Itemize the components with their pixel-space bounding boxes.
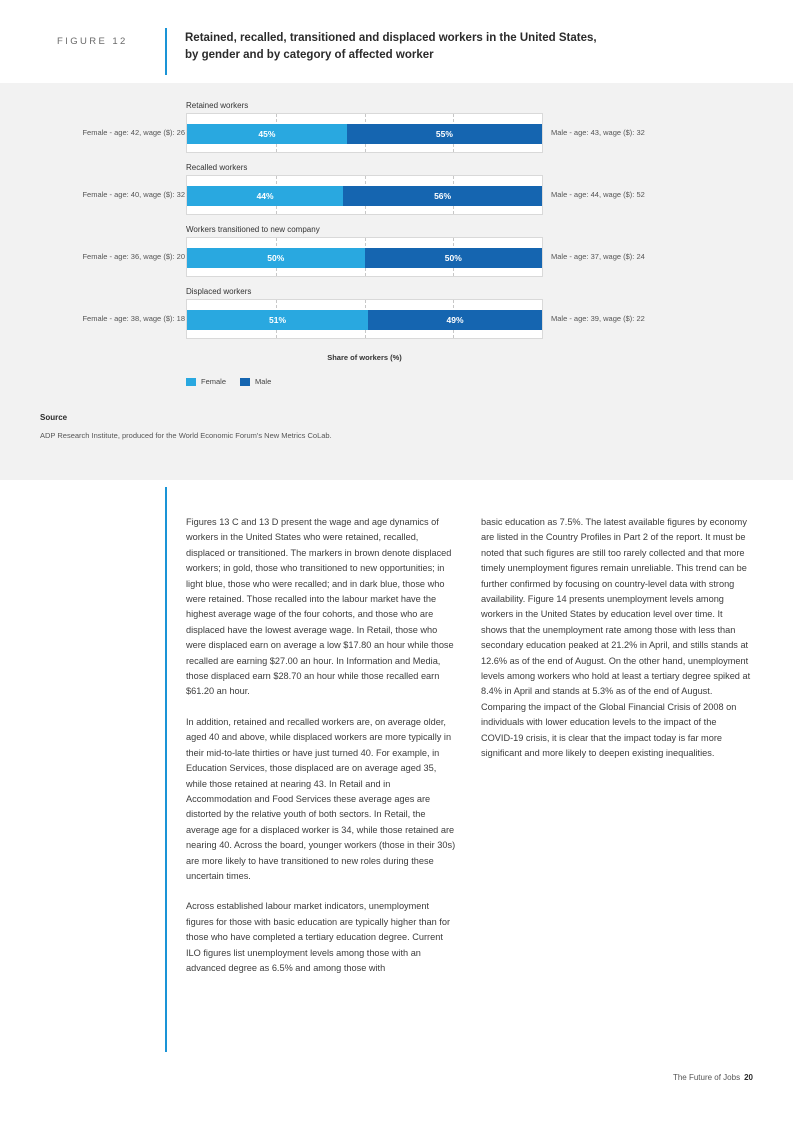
group-right-annotation: Male - age: 43, wage ($): 32 <box>551 128 645 137</box>
x-axis-title: Share of workers (%) <box>327 353 402 362</box>
group-left-annotation: Female - age: 38, wage ($): 18 <box>82 314 185 323</box>
bar-segment-female: 45% <box>187 124 347 144</box>
group-left-annotation: Female - age: 40, wage ($): 32 <box>82 190 185 199</box>
figure-accent-rule <box>165 28 167 75</box>
body-column-left <box>186 515 456 991</box>
bar-row <box>187 248 542 268</box>
body-paragraph: Across established labour market indicators, unemployment figures for those with basic education are typically higher than for those who have completed a tertiary education degree. Current ILO figures list unemployment levels among those with an advanced degree as 6.5% and among those with <box>186 901 451 973</box>
bar-row <box>187 310 542 330</box>
figure-title-line2: by gender and by category of affected worker <box>185 49 434 61</box>
source-block <box>40 413 370 443</box>
bar-segment-male: 55% <box>347 124 542 144</box>
legend-swatch-female-icon <box>186 378 196 386</box>
legend-label-female: Female <box>201 377 227 386</box>
legend-item-male <box>240 377 271 386</box>
group-left-annotation: Female - age: 36, wage ($): 20 <box>82 252 185 261</box>
footer-page-number: 20 <box>744 1073 753 1082</box>
legend-item-female <box>186 377 226 386</box>
legend-label-male: Male <box>255 377 272 386</box>
body-paragraph: basic education as 7.5%. The latest available figures by economy are listed in the Country Profiles in Part 2 of the report. It must be noted that such figures are still too rarely collected and that more timely unemployment figures remain unreliable. This trend can be further confirmed by focusing on country-level data with strong availability. Figure 14 presents unemployment levels among workers in the United States by education level over time. It shows that the unemployment rate among those with less than secondary education peaked at 21.2% in April, and stills stands at 12.6% as of the end of August. On the other hand, unemployment levels among workers who hold at least a tertiary degree spiked at 8.4% in April and stands at 5.3% as of the end of August. Comparing the impact of the Global Financial Crisis of 2008 on individuals with lower education levels to the impact of the COVID-19 crisis, it is clear that the impact today is far more significant and more likely to deepen existing inequalities. <box>481 517 751 759</box>
figure-title <box>185 30 705 64</box>
page-footer <box>0 1073 753 1082</box>
legend-swatch-male-icon <box>240 378 250 386</box>
bar-row <box>187 124 542 144</box>
bar-segment-male: 56% <box>343 186 542 206</box>
body-accent-rule <box>165 487 167 1052</box>
figure-title-line1: Retained, recalled, transitioned and displaced workers in the United States, <box>185 32 597 44</box>
body-column-right <box>481 515 751 777</box>
group-right-annotation: Male - age: 44, wage ($): 52 <box>551 190 645 199</box>
bar-segment-male: 50% <box>365 248 543 268</box>
plot-area <box>186 237 543 277</box>
group-title: Workers transitioned to new company <box>186 225 320 234</box>
figure-header <box>0 28 793 83</box>
footer-document-title: The Future of Jobs <box>672 1073 741 1082</box>
body-paragraph: Figures 13 C and 13 D present the wage and age dynamics of workers in the United States who were retained, recalled, displaced or transitioned. The markers in brown denote displaced workers; in gold, those who transitioned to new opportunities; in light blue, those who were recalled; and in dark blue, those who were retained. Those recalled into the labour market have the highest average wage of the four cohorts, and those who are displaced have the lowest average wage. In Retail, those who were displaced earn on average a low $17.80 an hour while those recalled are earning $27.00 an hour. In Information and Media, those displaced earn $28.70 an hour while those recalled earn $61.20 an hour. <box>186 517 454 697</box>
bar-row <box>187 186 542 206</box>
bar-segment-male: 49% <box>368 310 542 330</box>
bar-segment-female: 51% <box>187 310 368 330</box>
bar-segment-female: 50% <box>187 248 365 268</box>
group-right-annotation: Male - age: 39, wage ($): 22 <box>551 314 645 323</box>
bar-segment-female: 44% <box>187 186 343 206</box>
body-paragraph: In addition, retained and recalled workers are, on average older, aged 40 and above, while displaced workers are more typically in their mid-to-late thirties or have just turned 40. For example, in Education Services, those displaced are on average aged 35, while those retained at nearing 43. In Retail and in Accommodation and Food Services these average ages are distorted by the relative youth of both sectors. In Retail, the average age for a displaced worker is 34, while those retained are nearing 40. Across the board, younger workers (those in their 30s) are more likely to have transitioned to new roles during these uncertain times. <box>186 716 456 881</box>
source-text: ADP Research Institute, produced for the World Economic Forum's New Metrics CoLab. <box>40 431 332 440</box>
plot-area <box>186 113 543 153</box>
group-title: Displaced workers <box>186 287 252 296</box>
chart-panel <box>0 83 793 480</box>
figure-label: FIGURE 12 <box>57 36 128 47</box>
group-left-annotation: Female - age: 42, wage ($): 26 <box>82 128 185 137</box>
group-title: Recalled workers <box>186 163 248 172</box>
chart-legend <box>186 377 271 386</box>
plot-area <box>186 299 543 339</box>
group-title: Retained workers <box>186 101 249 110</box>
source-heading: Source <box>40 413 68 422</box>
group-right-annotation: Male - age: 37, wage ($): 24 <box>551 252 645 261</box>
plot-area <box>186 175 543 215</box>
